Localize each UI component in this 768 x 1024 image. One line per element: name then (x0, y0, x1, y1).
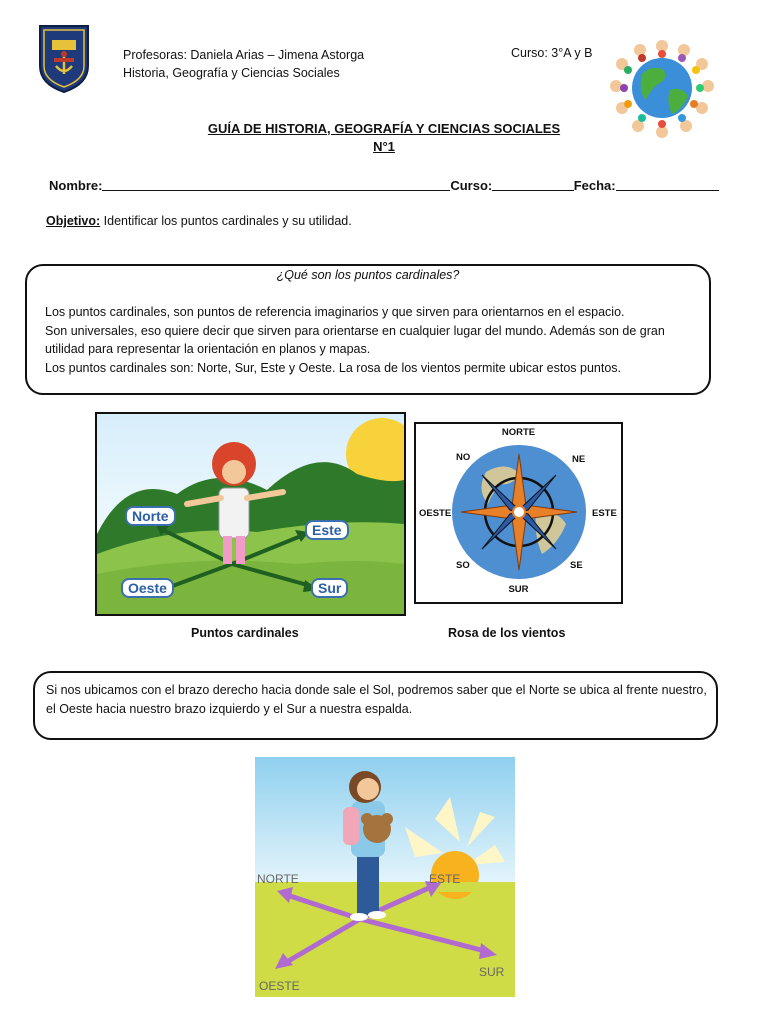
cardinal-points-illustration (95, 412, 406, 616)
compass-rose-illustration (414, 422, 623, 604)
rose-norte: NORTE (501, 427, 536, 438)
definition-title: ¿Qué son los puntos cardinales? (276, 268, 460, 282)
caption-cardinal-points: Puntos cardinales (191, 626, 299, 640)
rose-no: NO (456, 452, 471, 463)
objective-label: Objetivo: (46, 214, 101, 228)
label-sur-girl: SUR (479, 965, 505, 979)
label-este-girl: ESTE (429, 872, 461, 886)
definition-paragraph-2: Son universales, eso quiere decir que sirven para orientarse en cualquier lugar del mundo. Además son de gran utilidad para representar la orientación en planos y mapas. (45, 323, 665, 356)
rose-oeste: OESTE (419, 508, 452, 519)
course-text: Curso: 3°A y B (511, 46, 593, 60)
course-label: Curso: (450, 178, 493, 193)
rose-este: ESTE (592, 508, 617, 519)
guide-number: N°1 (373, 139, 395, 154)
orientation-illustration (255, 757, 515, 997)
orientation-text: Si nos ubicamos con el brazo derecho hacia donde sale el Sol, podremos saber que el Norte se ubica al frente nuestro, el Oeste hacia nuestro brazo izquierdo y el Sur a nuestra espalda. (46, 683, 707, 716)
label-sur: Sur (311, 578, 348, 598)
label-este: Este (305, 520, 349, 540)
subject-text: Historia, Geografía y Ciencias Sociales (123, 66, 340, 80)
date-field[interactable] (616, 177, 719, 191)
caption-compass-rose: Rosa de los vientos (448, 626, 566, 640)
student-form (49, 177, 719, 193)
label-oeste-girl: OESTE (259, 979, 300, 993)
objective-text: Identificar los puntos cardinales y su utilidad. (103, 214, 352, 228)
rose-se: SE (570, 560, 583, 571)
label-oeste: Oeste (121, 578, 174, 598)
name-field[interactable] (102, 177, 450, 191)
definition-paragraph-3: Los puntos cardinales son: Norte, Sur, Este y Oeste. La rosa de los vientos permite ubicar estos puntos. (45, 360, 622, 375)
rose-ne: NE (572, 454, 586, 465)
school-logo (36, 22, 92, 94)
definition-paragraph-1: Los puntos cardinales, son puntos de referencia imaginarios y que sirven para orientarnos en el espacio. (45, 305, 625, 319)
rose-so: SO (456, 560, 470, 571)
definition-text (45, 303, 705, 377)
date-label: Fecha: (573, 178, 616, 193)
guide-title: GUÍA DE HISTORIA, GEOGRAFÍA Y CIENCIAS SOCIALES (207, 121, 561, 136)
rose-sur: SUR (508, 584, 529, 595)
teachers-text: Profesoras: Daniela Arias – Jimena Astorga (123, 48, 365, 62)
label-norte-girl: NORTE (257, 872, 299, 886)
name-label: Nombre: (49, 178, 103, 193)
course-field[interactable] (492, 177, 574, 191)
objective (46, 214, 352, 228)
label-norte: Norte (125, 506, 176, 526)
